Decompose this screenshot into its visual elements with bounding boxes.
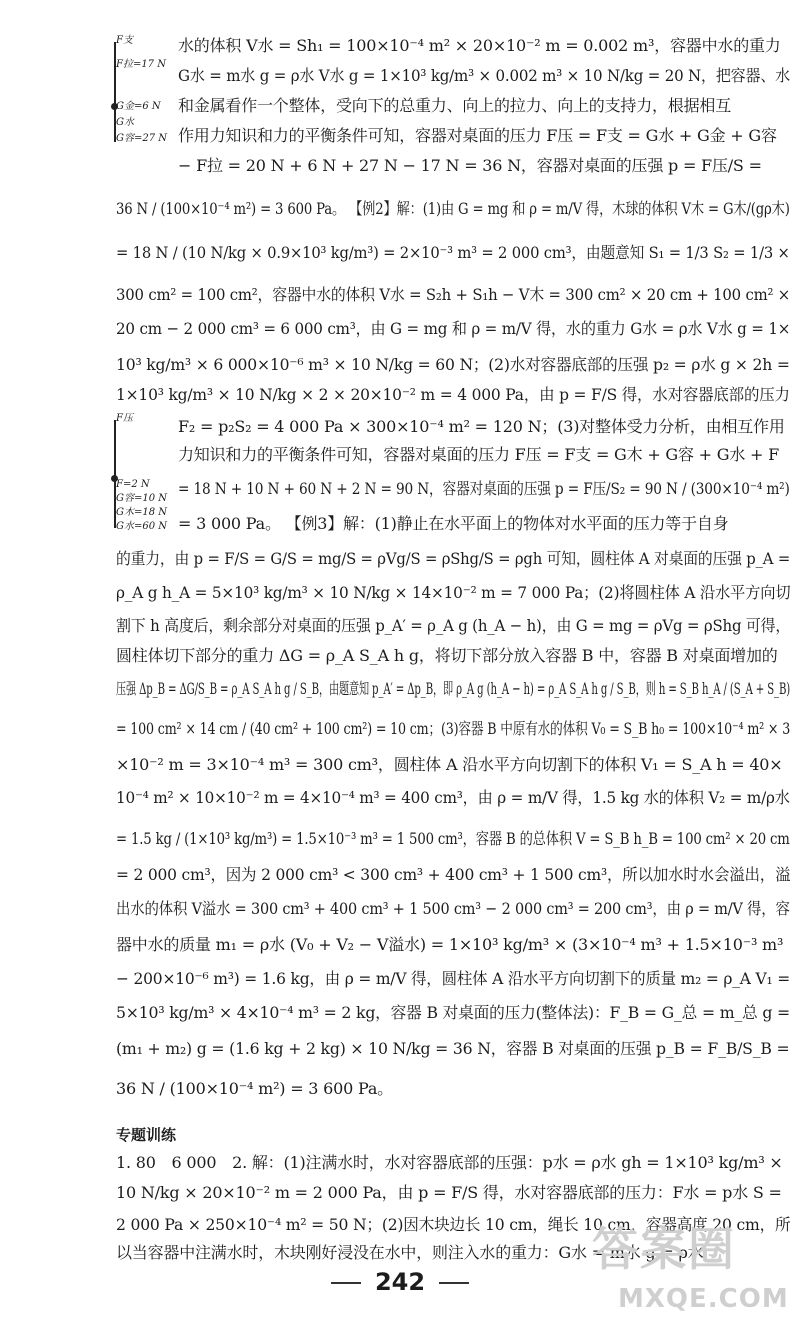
force-label: G容=10 N xyxy=(116,493,168,504)
text-line: 1×10³ kg/m³ × 10 N/kg × 2 × 20×10⁻² m = 4 000 Pa，由 p = F/S 得，水对容器底部的压力 xyxy=(116,385,790,404)
text-line: = 100 cm² × 14 cm / (40 cm² + 100 cm²) = 10 cm；(3)容器 B 中原有水的体积 V₀ = S_B h₀ = 100×10⁻⁴ m² × 3 xyxy=(116,719,791,738)
text-line: 力知识和力的平衡条件可知，容器对桌面的压力 F压 = F支 = G木 + G容 + G水 + F xyxy=(178,445,780,464)
text-line: 10³ kg/m³ × 6 000×10⁻⁶ m³ × 10 N/kg = 60 N；(2)水对容器底部的压强 p₂ = ρ水 g × 2h = xyxy=(116,355,790,374)
text-line: F₂ = p₂S₂ = 4 000 Pa × 300×10⁻⁴ m² = 120 N；(3)对整体受力分析，由相互作用 xyxy=(178,417,785,436)
text-line: 36 N / (100×10⁻⁴ m²) = 3 600 Pa。 【例2】解：(1)由 G = mg 和 ρ = m/V 得，木球的体积 V木 = G木/(gρ木) xyxy=(116,199,790,218)
text-line: 36 N / (100×10⁻⁴ m²) = 3 600 Pa。 xyxy=(116,1079,393,1098)
text-line: 水的体积 V水 = Sh₁ = 100×10⁻⁴ m² × 20×10⁻² m = 0.002 m³，容器中水的重力 xyxy=(178,36,781,55)
force-label: G木=18 N xyxy=(116,507,168,518)
text-line: 器中水的质量 m₁ = ρ水 (V₀ + V₂ − V溢水) = 1×10³ kg/m³ × (3×10⁻⁴ m³ + 1.5×10⁻³ m³ xyxy=(116,935,784,954)
text-line: = 2 000 cm³，因为 2 000 cm³ < 300 cm³ + 400 cm³ + 1 500 cm³，所以加水时水会溢出，溢 xyxy=(116,865,791,884)
text-line: G水 = m水 g = ρ水 V水 g = 1×10³ kg/m³ × 0.002 m³ × 10 N/kg = 20 N，把容器、水 xyxy=(178,66,791,85)
force-label: F支 xyxy=(116,35,133,46)
text-line: = 3 000 Pa。 【例3】解：(1)静止在水平面上的物体对水平面的压力等于自身 xyxy=(178,514,729,533)
text-line: ρ_A g h_A = 5×10³ kg/m³ × 10 N/kg × 14×10⁻² m = 7 000 Pa；(2)将圆柱体 A 沿水平方向切 xyxy=(116,583,791,602)
force-label: G金=6 N xyxy=(116,101,161,112)
text-line: 以当容器中注满水时，木块刚好浸没在水中，则注入水的重力：G水 = m水 g = ρ水 xyxy=(116,1243,704,1262)
text-line: ×10⁻² m = 3×10⁻⁴ m³ = 300 cm³，圆柱体 A 沿水平方向切割下的体积 V₁ = S_A h = 40× xyxy=(116,755,783,774)
text-line: 和金属看作一个整体，受向下的总重力、向上的拉力、向上的支持力，根据相互 xyxy=(178,96,732,115)
text-line: = 1.5 kg / (1×10³ kg/m³) = 1.5×10⁻³ m³ = 1 500 cm³，容器 B 的总体积 V = S_B h_B = 100 cm² × 20 cm xyxy=(116,829,790,848)
page-number-text: 242 xyxy=(374,1268,426,1296)
force-label: F=2 N xyxy=(116,479,150,490)
text-line: 10⁻⁴ m² × 10×10⁻² m = 4×10⁻⁴ m³ = 400 cm³，由 ρ = m/V 得，1.5 kg 水的体积 V₂ = m/ρ水 xyxy=(116,788,790,807)
force-label: G容=27 N xyxy=(116,133,168,144)
text-line: 5×10³ kg/m³ × 4×10⁻⁴ m³ = 2 kg，容器 B 对桌面的压力(整体法)：F_B = G_总 = m_总 g = xyxy=(116,1003,790,1022)
text-line: 压强 Δp_B = ΔG/S_B = ρ_A S_A h g / S_B，由题意知 p_A′ = Δp_B，即 ρ_A g (h_A − h) = ρ_A S_A h g / S_B，则 h = S_B h_A / (S_A + S_B) xyxy=(116,679,791,698)
page-number-dash xyxy=(439,1282,469,1284)
text-line: − F拉 = 20 N + 6 N + 27 N − 17 N = 36 N，容器对桌面的压强 p = F压/S = xyxy=(178,156,762,175)
text-line: = 18 N / (10 N/kg × 0.9×10³ kg/m³) = 2×10⁻³ m³ = 2 000 cm³，由题意知 S₁ = 1/3 S₂ = 1/3 × xyxy=(116,243,790,262)
force-label: F压 xyxy=(116,413,133,424)
text-line: − 200×10⁻⁶ m³) = 1.6 kg，由 ρ = m/V 得，圆柱体 A 沿水平方向切割下的质量 m₂ = ρ_A V₁ = xyxy=(116,969,790,988)
text-line: 的重力，由 p = F/S = G/S = mg/S = ρVg/S = ρShg/S = ρgh 可知，圆柱体 A 对桌面的压强 p_A = xyxy=(116,549,791,568)
text-line: 圆柱体切下部分的重力 ΔG = ρ_A S_A h g，将切下部分放入容器 B 中，容器 B 对桌面增加的 xyxy=(116,646,778,665)
text-line: (m₁ + m₂) g = (1.6 kg + 2 kg) × 10 N/kg = 36 N，容器 B 对桌面的压强 p_B = F_B/S_B = xyxy=(116,1039,790,1058)
text-line: 出水的体积 V溢水 = 300 cm³ + 400 cm³ + 1 500 cm³ − 2 000 cm³ = 200 cm³，由 ρ = m/V 得，容 xyxy=(116,899,790,918)
page-number-dash xyxy=(331,1282,361,1284)
force-label: G水 xyxy=(116,117,134,128)
text-line: = 18 N + 10 N + 60 N + 2 N = 90 N，容器对桌面的压强 p = F压/S₂ = 90 N / (300×10⁻⁴ m²) xyxy=(178,479,790,498)
force-label: G水=60 N xyxy=(116,521,168,532)
text-line: 2 000 Pa × 250×10⁻⁴ m² = 50 N；(2)因木块边长 10 cm，绳长 10 cm，容器高度 20 cm，所 xyxy=(116,1215,791,1234)
section-title: 专题训练 xyxy=(116,1126,177,1144)
text-line: 300 cm² = 100 cm²，容器中水的体积 V水 = S₂h + S₁h − V木 = 300 cm² × 20 cm + 100 cm² × xyxy=(116,285,791,304)
text-line: 1. 80 6 000 2. 解：(1)注满水时，水对容器底部的压强：p水 = ρ水 gh = 1×10³ kg/m³ × xyxy=(116,1153,783,1172)
text-line: 作用力知识和力的平衡条件可知，容器对桌面的压力 F压 = F支 = G水 + G金 + G容 xyxy=(178,126,777,145)
watermark-logo: 答案圈 xyxy=(592,1222,736,1276)
watermark-url: MXQE.COM xyxy=(618,1284,789,1314)
text-line: 割下 h 高度后，剩余部分对桌面的压强 p_A′ = ρ_A g (h_A − h)，由 G = mg = ρVg = ρShg 可得， xyxy=(116,616,791,635)
text-line: 20 cm − 2 000 cm³ = 6 000 cm³，由 G = mg 和 ρ = m/V 得，水的重力 G水 = ρ水 V水 g = 1× xyxy=(116,319,791,338)
text-line: 10 N/kg × 20×10⁻² m = 2 000 Pa，由 p = F/S 得，水对容器底部的压力：F水 = p水 S = xyxy=(116,1183,782,1202)
force-label: F拉=17 N xyxy=(116,59,166,70)
